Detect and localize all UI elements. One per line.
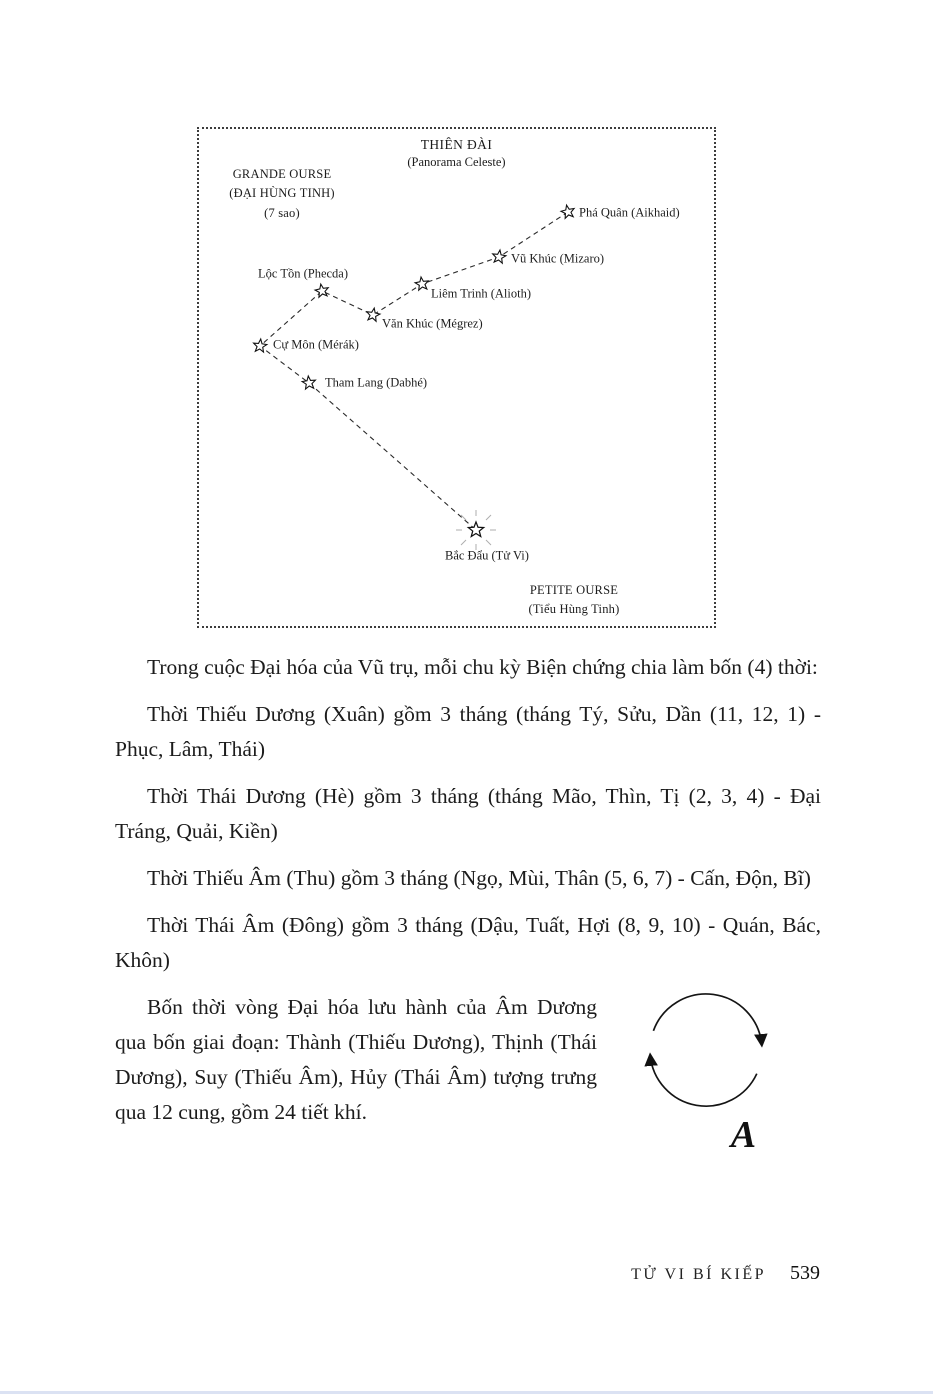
star-label-loc-ton: Lộc Tồn (Phecda): [258, 266, 349, 281]
grande-ourse-line1: GRANDE OURSE: [232, 167, 332, 181]
star-label-bac-dau: Bắc Đẩu (Tử Vi): [445, 548, 529, 563]
star-icon: [560, 204, 576, 219]
star-label-vu-khuc: Vũ Khúc (Mizaro): [511, 251, 605, 266]
star-label-van-khuc: Văn Khúc (Mégrez): [382, 316, 483, 331]
star-icon: [302, 375, 317, 389]
diagram-title-sub: (Panorama Celeste): [407, 155, 506, 170]
rotation-cycle-icon: [626, 978, 786, 1128]
paragraph-thieu-am: Thời Thiếu Âm (Thu) gồm 3 tháng (Ngọ, Mùi, Thân (5, 6, 7) - Cấn, Độn, Bĩ): [147, 866, 811, 890]
star-icon: [253, 338, 268, 352]
petite-ourse-line2: (Tiểu Hùng Tinh): [528, 602, 620, 617]
petite-ourse-label: [498, 581, 650, 620]
book-title: TỬ VI BÍ KIẾP: [631, 1266, 766, 1283]
grande-ourse-label: [207, 165, 357, 223]
page-footer: [631, 1262, 820, 1285]
paragraph-thai-duong: Thời Thái Dương (Hè) gồm 3 tháng (tháng Mão, Thìn, Tị (2, 3, 4) - Đại Tráng, Quải, Kiền): [115, 784, 821, 843]
paragraph-thieu-duong: Thời Thiếu Dương (Xuân) gồm 3 tháng (tháng Tý, Sửu, Dần (11, 12, 1) - Phục, Lâm, Thái): [115, 702, 821, 761]
star-icon: [314, 283, 329, 298]
star-icon: [365, 307, 380, 322]
star-icon: [414, 276, 429, 290]
star-label-tham-lang: Tham Lang (Dabhé): [325, 375, 428, 390]
pole-star-icon: [468, 522, 483, 537]
paragraph-intro: Trong cuộc Đại hóa của Vũ trụ, mỗi chu kỳ Biện chứng chia làm bốn (4) thời:: [147, 655, 818, 679]
grande-ourse-line3: (7 sao): [264, 205, 300, 220]
star-label-pha-quan: Phá Quân (Aikhaid): [579, 205, 680, 220]
paragraph-thai-am: Thời Thái Âm (Đông) gồm 3 tháng (Dậu, Tuất, Hợi (8, 9, 10) - Quán, Bác, Khôn): [115, 913, 821, 972]
paragraph-cycle-text: Bốn thời vòng Đại hóa lưu hành của Âm Dương qua bốn giai đoạn: Thành (Thiếu Dương), Thịnh (Thái Dương), Suy (Thiếu Âm), Hủy (Thái Âm) tượng trưng qua 12 cung, gồm 24 tiết khí.: [115, 995, 597, 1124]
body-text: [115, 650, 821, 1206]
petite-ourse-line1: PETITE OURSE: [529, 583, 619, 597]
star-icon: [492, 249, 507, 263]
star-label-cu-mon: Cự Môn (Mérák): [273, 337, 359, 352]
paragraph-cycle: [115, 990, 821, 1156]
star-label-liem-trinh: Liêm Trinh (Alioth): [431, 286, 532, 301]
section-ornament: A: [730, 1114, 757, 1156]
cycle-figure: [611, 978, 821, 1206]
diagram-title-main: THIÊN ĐÀI: [420, 137, 493, 152]
celestial-diagram: [197, 127, 716, 628]
grande-ourse-line2: (ĐẠI HÙNG TINH): [229, 186, 335, 201]
page-number: 539: [790, 1262, 820, 1284]
